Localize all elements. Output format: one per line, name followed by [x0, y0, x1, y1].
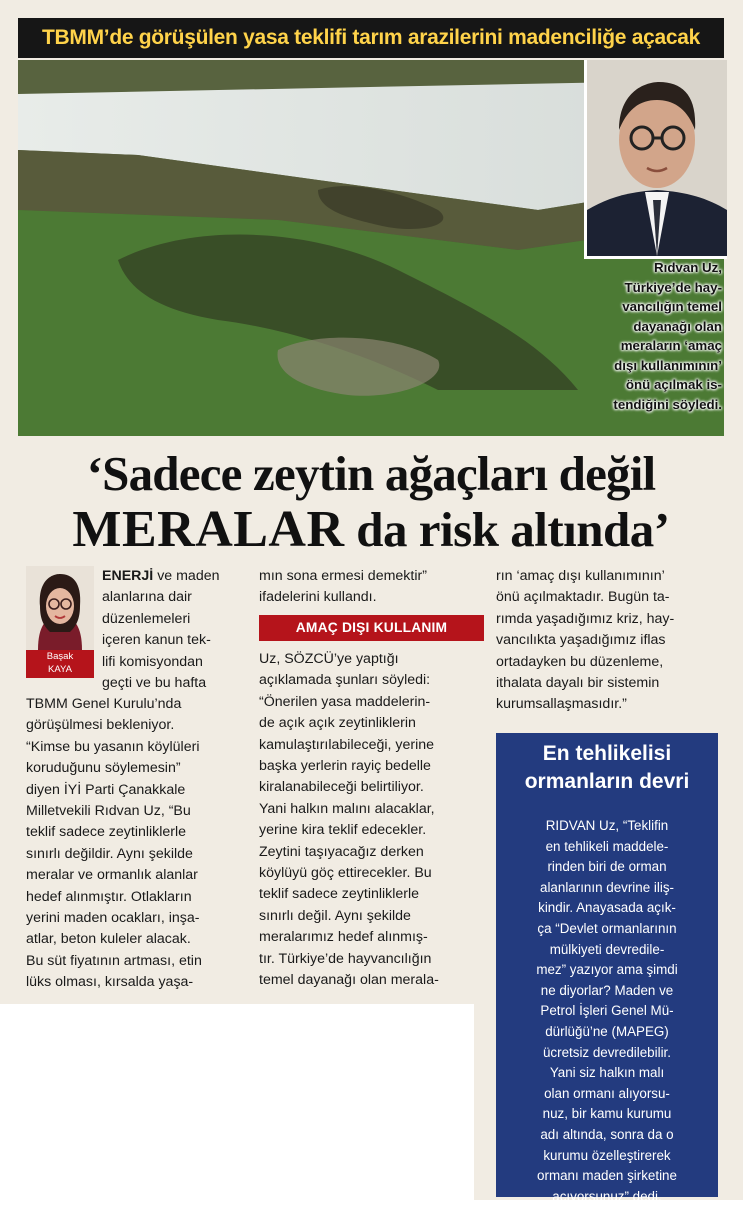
col2-line: teklif sadece zeytinliklerle	[259, 886, 420, 903]
subheading: AMAÇ DIŞI KULLANIM	[259, 615, 484, 641]
caption-line: Rıdvan Uz,	[654, 260, 722, 275]
col1-line: geçti ve bu hafta	[102, 675, 207, 692]
box-title	[496, 740, 718, 796]
box-line: kindir. Anayasada açık-	[538, 900, 676, 916]
col1-line: hedef alınmıştır. Otlakların	[26, 888, 192, 905]
author-portrait-icon	[26, 566, 94, 650]
headline	[18, 446, 724, 558]
col1-line: alanlarına dair	[102, 589, 192, 606]
col1-line-text: ve maden	[153, 568, 220, 584]
col2-line: meralarımız hedef alınmış-	[259, 929, 428, 946]
col1-line: lüks olması, kırsalda yaşa-	[26, 974, 194, 991]
box-line: Petrol İşleri Genel Mü-	[540, 1003, 674, 1019]
col1-line: içeren kanun tek-	[102, 632, 211, 649]
col1-line: meralar ve ormanlık alanlar	[26, 867, 198, 884]
column-3	[496, 566, 722, 716]
box-line: dürlüğü’ne (MAPEG)	[545, 1023, 669, 1039]
headline-line-2	[18, 502, 724, 558]
col2-line: “Önerilen yasa maddelerin-	[259, 693, 431, 710]
col3-line: rımda yaşadığımız kriz, hay-	[496, 610, 675, 627]
box-title-line: En tehlikelisi	[542, 742, 672, 765]
col1-line: “Kimse bu yasanın köylüleri	[26, 738, 200, 755]
col1-line	[102, 566, 242, 587]
box-line: ücretsiz devredilebilir.	[542, 1044, 671, 1060]
lead-word: ENERJİ	[102, 568, 154, 584]
box-line: mülkiyeti devredile-	[549, 941, 665, 957]
politician-portrait	[584, 60, 727, 259]
col3-line: kurumsallaşmasıdır.”	[496, 696, 627, 713]
col2-line: kiralanabileceği belirtiliyor.	[259, 779, 424, 796]
caption-line: dayanağı olan	[633, 318, 722, 334]
headline-line-1: ‘Sadece zeytin ağaçları değil	[86, 446, 656, 501]
box-line: kurumu özelleştirerek	[543, 1147, 671, 1163]
author-portrait	[26, 566, 94, 650]
col2-line: sınırlı değil. Aynı şekilde	[259, 907, 411, 924]
box-line: olan ormanı alıyorsu-	[544, 1085, 670, 1101]
col2-line: mın sona ermesi demektir”	[259, 568, 427, 584]
caption-line: meraların ‘amaç	[620, 338, 722, 353]
box-line: adı altında, sonra da o	[540, 1126, 674, 1142]
col1-line: Milletvekili Rıdvan Uz, “Bu	[26, 803, 191, 820]
col3-line: ortadayken bu düzenleme,	[496, 653, 664, 670]
col1-line: görüşülmesi bekleniyor.	[26, 717, 175, 734]
col1-line: atlar, beton kuleler alacak.	[26, 931, 191, 948]
col2-line: Yani halkın malını alacaklar,	[259, 800, 435, 817]
column-1-bottom	[26, 694, 248, 994]
box-title-line: ormanların devri	[524, 770, 690, 793]
col1-line: TBMM Genel Kurulu’nda	[26, 696, 182, 712]
column-1-top	[102, 566, 242, 694]
box-line: en tehlikeli maddele-	[545, 838, 669, 854]
col3-line: ithalata dayalı bir sistemin	[496, 675, 660, 692]
caption-line: Türkiye’de hay-	[624, 279, 722, 295]
box-line: Yani siz halkın malı	[549, 1065, 665, 1081]
column-2-top	[259, 566, 487, 609]
portrait-icon	[587, 60, 727, 256]
col1-line: Bu süt fiyatının artması, etin	[26, 952, 202, 969]
col1-line: koruduğunu söylemesin”	[26, 760, 181, 777]
box-line: ormanı maden şirketine	[537, 1168, 677, 1184]
col2-line: de açık açık zeytinliklerin	[259, 715, 416, 732]
box-line: nuz, bir kamu kurumu	[542, 1106, 672, 1122]
author-first-name: Başak	[46, 651, 74, 662]
col1-line: yerini maden ocakları, inşa-	[26, 910, 200, 927]
col2-line: tır. Türkiye’de hayvancılığın	[259, 950, 432, 967]
col3-line: önü açılmaktadır. Bugün ta-	[496, 589, 670, 606]
kicker-banner: TBMM’de görüşülen yasa teklifi tarım arazilerini madenciliğe açacak	[18, 18, 724, 58]
box-line: RIDVAN Uz, “Teklifin	[545, 818, 669, 833]
photo-caption	[576, 258, 722, 418]
col2-line: Zeytini taşıyacağız derken	[259, 843, 424, 860]
caption-line: önü açılmak is-	[625, 377, 722, 392]
box-line: açıyorsunuz” dedi.	[552, 1188, 662, 1204]
box-line: alanlarının devrine iliş-	[540, 879, 674, 895]
col2-line: yerine kira teklif edecekler.	[259, 822, 427, 839]
author-name-tag	[26, 650, 94, 678]
col1-line: teklif sadece zeytinliklerle	[26, 824, 187, 841]
box-line: ne diyorlar? Maden ve	[540, 982, 674, 998]
col2-line: açıklamada şunları söyledi:	[259, 672, 431, 689]
col3-line: rın ‘amaç dışı kullanımının’	[496, 568, 665, 584]
column-2-bottom	[259, 649, 487, 992]
col2-line: ifadelerini kullandı.	[259, 589, 377, 606]
col3-line: vancılıkta yaşadığımız iflas	[496, 632, 666, 649]
col1-line: sınırlı değildir. Aynı şekilde	[26, 845, 193, 862]
caption-line: tendiğini söyledi.	[613, 396, 722, 412]
headline-emphasis: MERALAR	[72, 501, 345, 558]
headline-rest: da risk altında’	[344, 502, 670, 557]
author-last-name: KAYA	[48, 664, 72, 675]
col1-line: düzenlemeleri	[102, 610, 191, 627]
col2-line: temel dayanağı olan merala-	[259, 972, 439, 989]
col2-line: başka yerlerin rayiç bedelle	[259, 758, 431, 775]
caption-line: dışı kullanımının’	[614, 357, 722, 373]
col2-line: Uz, SÖZCÜ’ye yaptığı	[259, 651, 399, 667]
col1-line: diyen İYİ Parti Çanakkale	[26, 781, 186, 798]
box-line: rinden biri de orman	[547, 859, 667, 875]
box-line: mez” yazıyor ama şimdi	[536, 962, 678, 978]
col2-line: kamulaştırılabileceği, yerine	[259, 736, 435, 753]
col1-line: lifi komisyondan	[102, 653, 203, 670]
caption-line: vancılığın temel	[622, 299, 722, 314]
box-body	[505, 816, 709, 1207]
box-line: ça “Devlet ormanlarının	[537, 920, 677, 936]
col2-line: köylüyü göç ettirecekler. Bu	[259, 865, 432, 882]
